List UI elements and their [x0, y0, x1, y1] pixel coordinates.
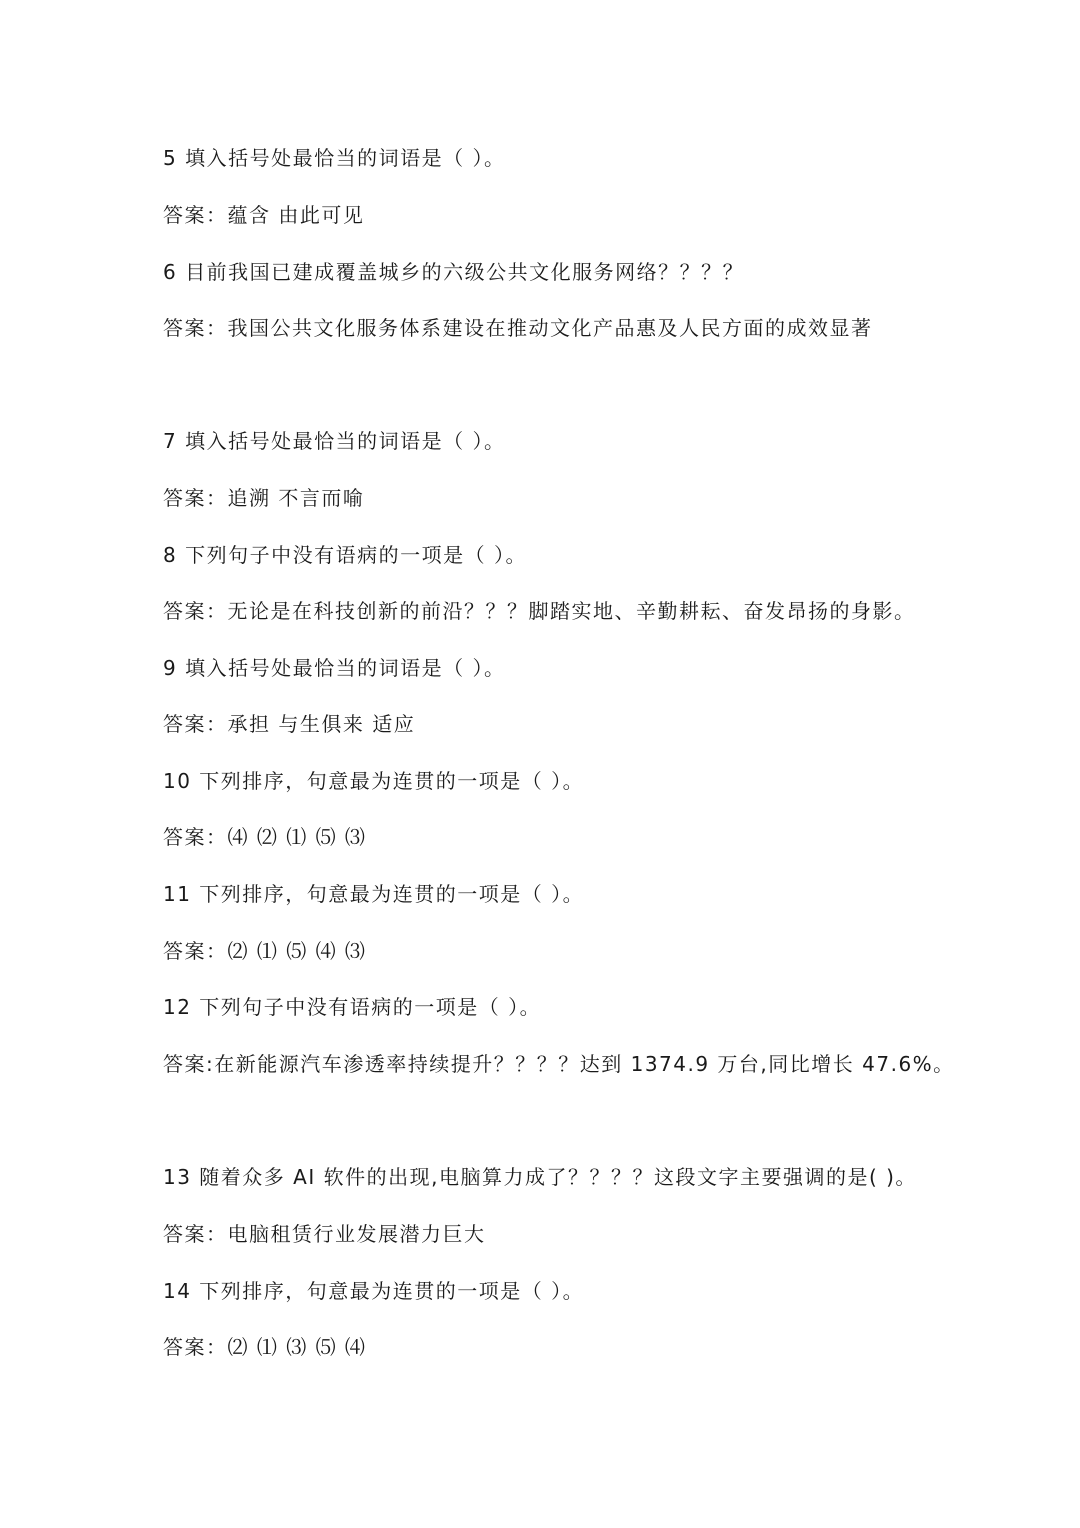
answer-6: 答案：我国公共文化服务体系建设在推动文化产品惠及人民方面的成效显著	[163, 316, 873, 340]
question-12: 12 下列句子中没有语病的一项是（ ）。	[163, 995, 542, 1019]
answer-5: 答案：蕴含 由此可见	[163, 203, 365, 227]
answer-13: 答案：电脑租赁行业发展潜力巨大	[163, 1222, 486, 1246]
answer-7: 答案：追溯 不言而喻	[163, 486, 365, 510]
answer-8: 答案：无论是在科技创新的前沿？？？脚踏实地、辛勤耕耘、奋发昂扬的身影。	[163, 599, 916, 623]
question-6: 6 目前我国已建成覆盖城乡的六级公共文化服务网络？？？？	[163, 260, 745, 284]
question-13: 13 随着众多 AI 软件的出现,电脑算力成了？？？？这段文字主要强调的是( )。	[163, 1165, 917, 1189]
answer-12: 答案:在新能源汽车渗透率持续提升？？？？达到 1374.9 万台,同比增长 47.6%。	[163, 1052, 955, 1076]
question-8: 8 下列句子中没有语病的一项是（ ）。	[163, 543, 527, 567]
question-10: 10 下列排序，句意最为连贯的一项是（ ）。	[163, 769, 585, 793]
answer-11: 答案：⑵ ⑴ ⑸ ⑷ ⑶	[163, 939, 367, 963]
question-9: 9 填入括号处最恰当的词语是（ ）。	[163, 656, 506, 680]
question-14: 14 下列排序，句意最为连贯的一项是（ ）。	[163, 1279, 585, 1303]
answer-9: 答案：承担 与生俱来 适应	[163, 712, 416, 736]
answer-10: 答案：⑷ ⑵ ⑴ ⑸ ⑶	[163, 825, 367, 849]
question-7: 7 填入括号处最恰当的词语是（ ）。	[163, 429, 506, 453]
question-5: 5 填入括号处最恰当的词语是（ ）。	[163, 146, 506, 170]
answer-14: 答案：⑵ ⑴ ⑶ ⑸ ⑷	[163, 1335, 367, 1359]
question-11: 11 下列排序，句意最为连贯的一项是（ ）。	[163, 882, 585, 906]
